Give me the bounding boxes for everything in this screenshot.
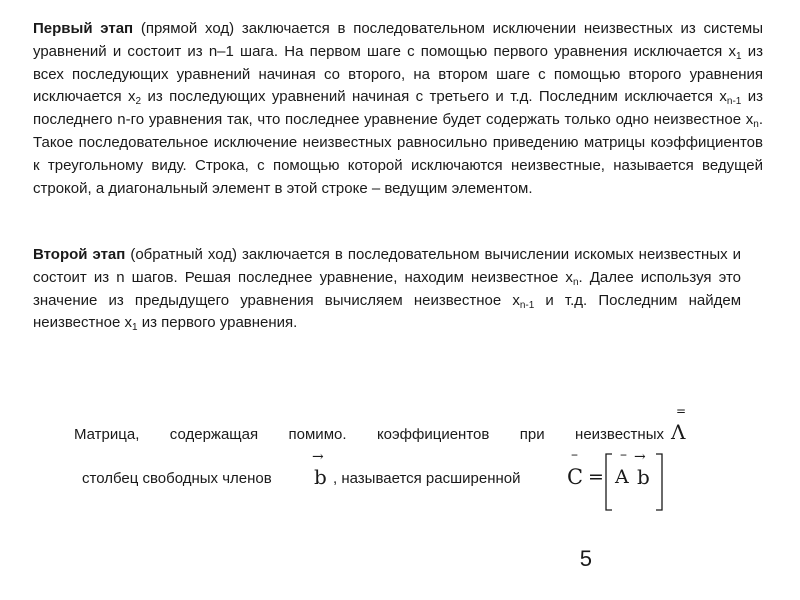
matrix-inner-b-arrow-icon: →: [634, 449, 646, 465]
paragraph-backward-pass: [33, 244, 741, 335]
text: (обратный ход) заключается в последовательном вычислении искомых неизвестных и состоит из n шагов. Решая последнее уравнение, находим неизвестное x: [33, 246, 741, 286]
page-number: 5: [579, 546, 592, 571]
text: из последнего n-го уравнения так, что последнее уравнение будет содержать только одно неизвестное x: [33, 88, 763, 129]
matrix-inner-b-symbol: b: [637, 465, 650, 489]
word: помимо.: [288, 426, 347, 443]
subscript: 1: [132, 322, 138, 334]
text: . Такое последовательное исключение неизвестных равносильно приведению матрицы коэффициентов к треугольному виду. Строка, с помощью которой исключаются неизвестные, называется ведущей строкой, а диагональный элемент в этой строке – ведущим элементом.: [33, 111, 763, 197]
text: из первого уравнения.: [137, 314, 298, 332]
word: неизвестных: [575, 426, 664, 443]
text: из всех последующих уравнений начиная со второго, на втором шаге с помощью второго уравнения исключается x: [33, 42, 763, 106]
matrix-inner-a-symbol: A: [615, 466, 629, 488]
word: Матрица,: [74, 426, 140, 443]
subscript: 1: [735, 50, 742, 62]
subscript: n: [572, 276, 579, 288]
text: , называется расширенной: [333, 470, 521, 487]
matrix-inner-a-bar: –: [620, 447, 627, 463]
matrix-definition-line-1: [74, 426, 664, 443]
subscript: n-1: [519, 299, 535, 311]
equals-sign: =: [588, 466, 604, 488]
matrix-c-symbol: C: [567, 465, 584, 489]
subscript: n-1: [726, 96, 742, 108]
subscript: 2: [135, 96, 142, 108]
matrix-a-double-bar: =: [676, 404, 687, 418]
text: и т.д. Последним найдем неизвестное x: [33, 291, 742, 332]
text: из последующих уравнений начиная с третьего и т.д. Последним исключается x: [141, 88, 727, 106]
heading-second-stage: Второй этап: [33, 246, 126, 263]
text: . Далее используя это значение из предыдущего уравнения вычисляем неизвестное x: [33, 268, 741, 309]
matrix-a-symbol: Λ: [671, 420, 686, 444]
text: (прямой ход) заключается в последовательном исключении неизвестных из системы уравнений и состоит из n–1 шага. На первом шаге с помощью первого уравнения исключается x: [33, 20, 763, 60]
word: при: [519, 426, 545, 443]
word: коэффициентов: [376, 426, 490, 443]
matrix-definition-line-2: [82, 470, 272, 487]
vector-b-symbol: b: [314, 465, 327, 489]
text: столбец свободных членов: [82, 470, 272, 487]
word: содержащая: [169, 426, 259, 443]
matrix-c-bar: –: [571, 447, 578, 463]
subscript: n: [753, 119, 759, 131]
vector-arrow-icon: →: [312, 449, 324, 465]
paragraph-forward-pass: [33, 18, 763, 200]
heading-first-stage: Первый этап: [33, 20, 134, 37]
matrix-definition-line-2b: [333, 470, 521, 487]
